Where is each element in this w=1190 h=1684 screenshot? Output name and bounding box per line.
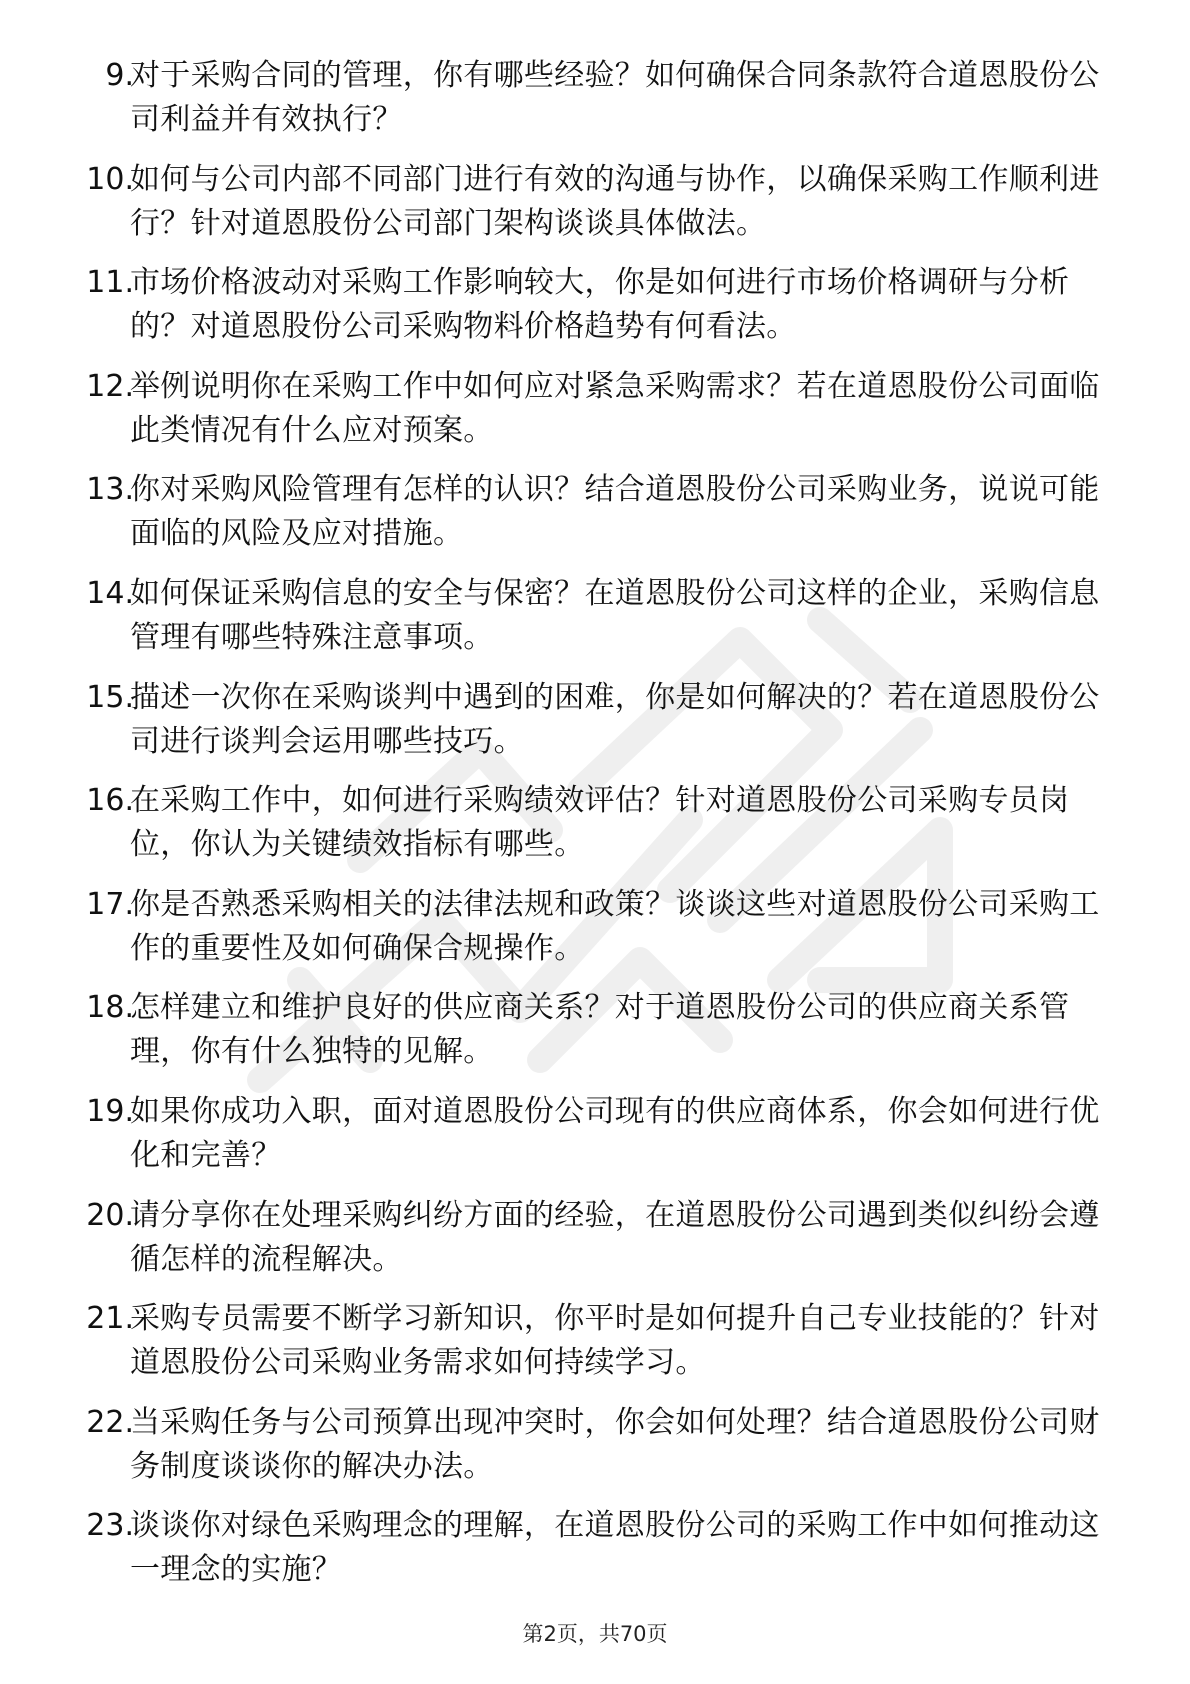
question-number: 9. (105, 58, 134, 93)
question-text: 举例说明你在采购工作中如何应对紧急采购需求？若在道恩股份公司面临此类情况有什么应对预案。 (130, 368, 1100, 448)
question-number: 21. (86, 1301, 134, 1337)
question-item (0, 883, 1190, 987)
question-number: 16. (86, 783, 134, 819)
question-number: 20. (86, 1197, 134, 1233)
question-number: 11. (86, 265, 134, 301)
question-item (0, 572, 1190, 676)
question-text: 在采购工作中，如何进行采购绩效评估？针对道恩股份公司采购专员岗位，你认为关键绩效指标有哪些。 (130, 783, 1070, 863)
question-item (0, 986, 1190, 1090)
question-text: 如何保证采购信息的安全与保密？在道恩股份公司这样的企业，采购信息管理有哪些特殊注意事项。 (130, 575, 1100, 655)
question-item (0, 158, 1190, 262)
question-item (0, 365, 1190, 469)
question-text: 如果你成功入职，面对道恩股份公司现有的供应商体系，你会如何进行优化和完善？ (130, 1093, 1100, 1173)
question-number: 13. (86, 472, 134, 508)
question-number: 17. (86, 886, 134, 922)
question-number: 18. (86, 990, 134, 1026)
question-text: 当采购任务与公司预算出现冲突时，你会如何处理？结合道恩股份公司财务制度谈谈你的解决办法。 (130, 1404, 1100, 1484)
question-number: 14. (86, 575, 134, 611)
question-item (0, 1504, 1190, 1608)
question-item (0, 1297, 1190, 1401)
question-number: 15. (86, 679, 134, 715)
question-text: 你是否熟悉采购相关的法律法规和政策？谈谈这些对道恩股份公司采购工作的重要性及如何确保合规操作。 (130, 886, 1100, 966)
question-item (0, 54, 1190, 158)
question-text: 对于采购合同的管理，你有哪些经验？如何确保合同条款符合道恩股份公司利益并有效执行？ (130, 58, 1100, 137)
question-number: 12. (86, 368, 134, 404)
question-item (0, 676, 1190, 780)
question-text: 怎样建立和维护良好的供应商关系？对于道恩股份公司的供应商关系管理，你有什么独特的见解。 (130, 990, 1070, 1070)
question-text: 市场价格波动对采购工作影响较大，你是如何进行市场价格调研与分析的？对道恩股份公司采购物料价格趋势有何看法。 (130, 265, 1070, 345)
question-item (0, 468, 1190, 572)
question-text: 描述一次你在采购谈判中遇到的困难，你是如何解决的？若在道恩股份公司进行谈判会运用哪些技巧。 (130, 679, 1100, 759)
question-item (0, 1194, 1190, 1298)
question-list (0, 54, 1190, 1608)
question-item (0, 779, 1190, 883)
question-text: 请分享你在处理采购纠纷方面的经验，在道恩股份公司遇到类似纠纷会遵循怎样的流程解决。 (130, 1197, 1100, 1277)
question-number: 10. (86, 161, 134, 197)
question-item (0, 1401, 1190, 1505)
question-text: 谈谈你对绿色采购理念的理解，在道恩股份公司的采购工作中如何推动这一理念的实施？ (130, 1508, 1100, 1588)
page-number-footer: 第2页，共70页 (522, 1622, 668, 1646)
question-text: 采购专员需要不断学习新知识，你平时是如何提升自己专业技能的？针对道恩股份公司采购业务需求如何持续学习。 (130, 1301, 1100, 1381)
question-text: 如何与公司内部不同部门进行有效的沟通与协作，以确保采购工作顺利进行？针对道恩股份公司部门架构谈谈具体做法。 (130, 161, 1100, 241)
question-number: 19. (86, 1093, 134, 1129)
question-item (0, 261, 1190, 365)
question-text: 你对采购风险管理有怎样的认识？结合道恩股份公司采购业务，说说可能面临的风险及应对措施。 (130, 472, 1100, 552)
question-number: 22. (86, 1404, 134, 1440)
question-item (0, 1090, 1190, 1194)
question-number: 23. (86, 1508, 134, 1544)
